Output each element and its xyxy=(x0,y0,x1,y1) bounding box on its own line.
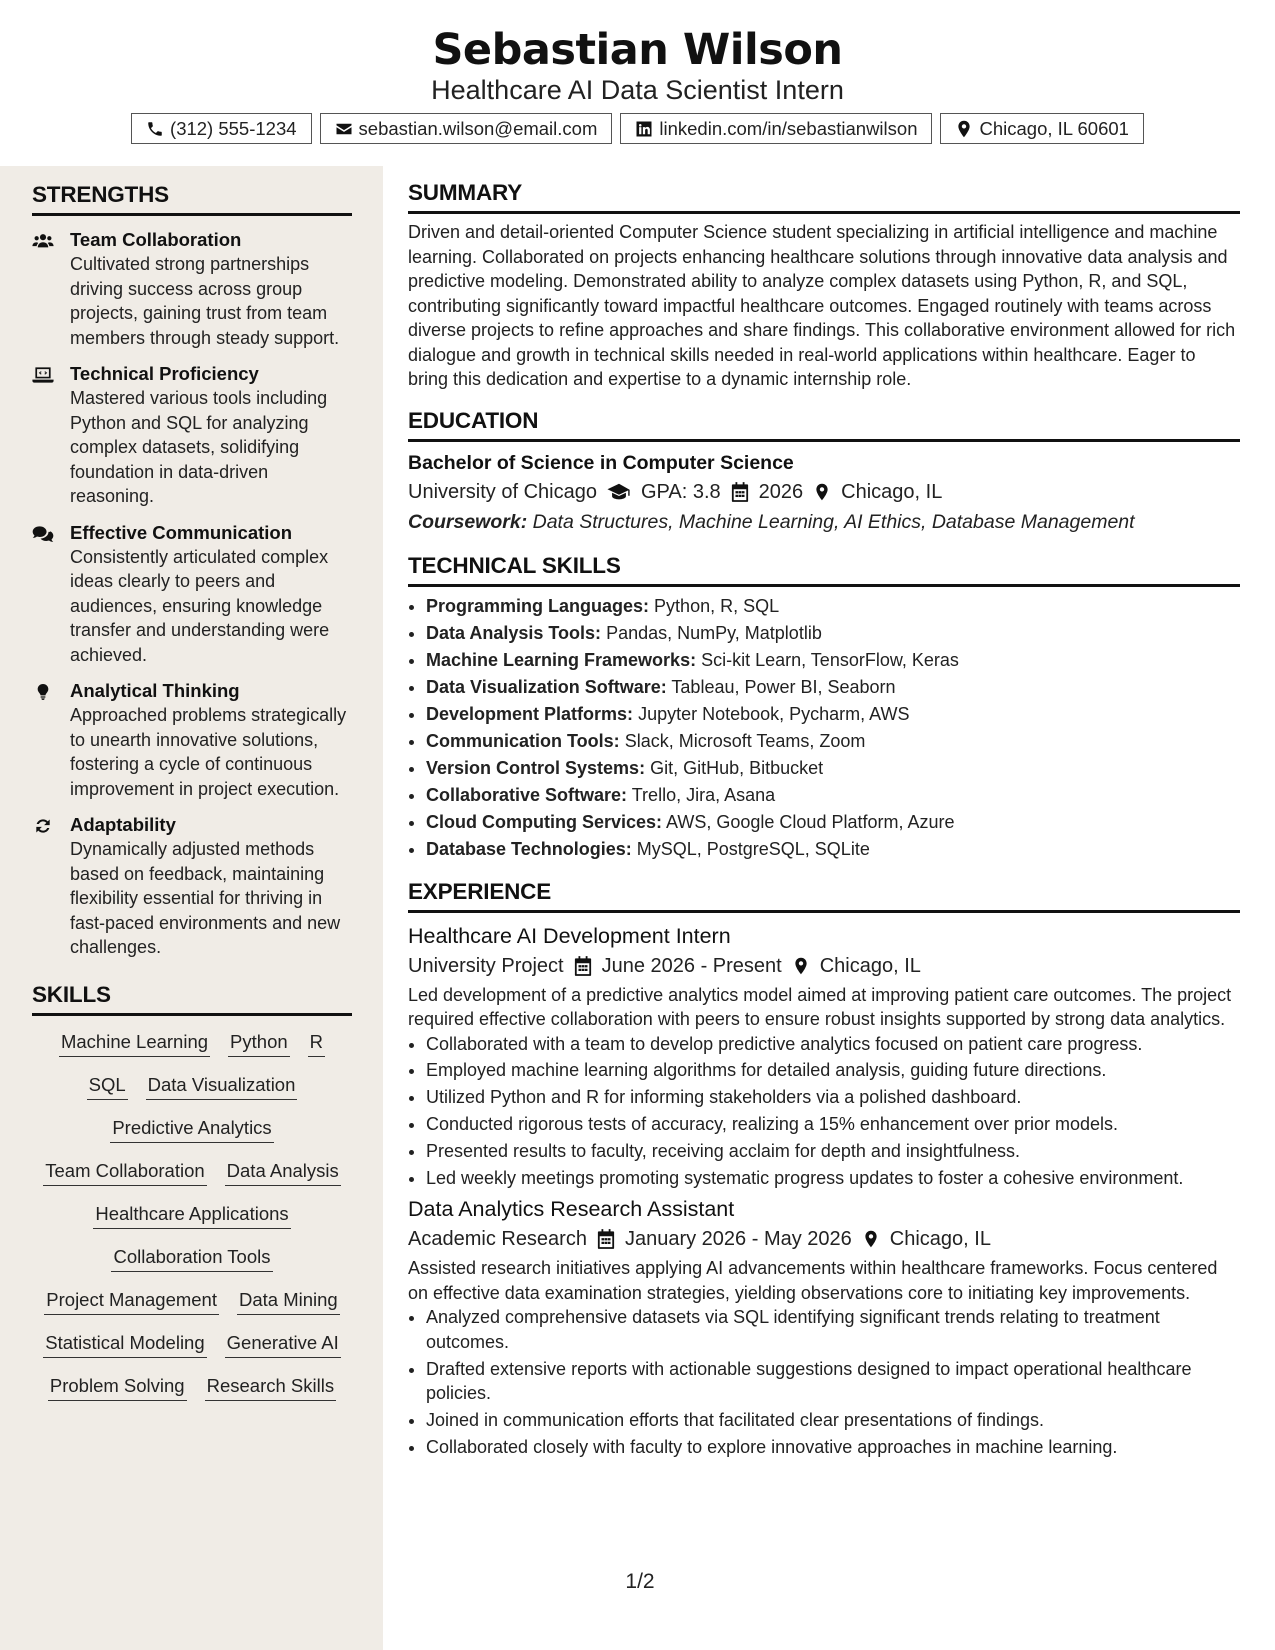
users-icon xyxy=(32,231,54,251)
list-item: • Collaborated closely with faculty to explore innovative approaches in machine learning. xyxy=(426,1435,1240,1460)
strength-item xyxy=(32,228,352,350)
skill-tag: Collaboration Tools xyxy=(111,1245,272,1272)
page-number: 1/2 xyxy=(625,1570,655,1593)
skill-tags xyxy=(32,1030,352,1401)
skills-heading: SKILLS xyxy=(32,980,352,1016)
skill-tag: Problem Solving xyxy=(48,1374,187,1401)
skill-tag: R xyxy=(308,1030,325,1057)
sync-icon xyxy=(32,816,54,836)
strength-desc: Cultivated strong partnerships driving success across group projects, gaining trust from team members through steady support. xyxy=(70,254,340,348)
job-description: Led development of a predictive analytics model aimed at improving patient care outcomes. The project required effective collaboration with peers to ensure robust insights supported by strong data analytics. xyxy=(408,984,1232,1029)
comments-icon xyxy=(32,524,54,544)
phone-icon xyxy=(146,120,164,138)
location-pin-icon xyxy=(792,956,810,976)
school-name: University of Chicago xyxy=(408,480,597,503)
job-location: Chicago, IL xyxy=(889,1228,991,1251)
main-column xyxy=(408,178,1240,1462)
job-org: Academic Research xyxy=(408,1228,587,1251)
strength-title: Team Collaboration xyxy=(70,229,242,250)
summary-heading: SUMMARY xyxy=(408,178,1240,214)
strength-item xyxy=(32,679,352,801)
location-pin-icon xyxy=(813,482,831,502)
education-meta xyxy=(408,477,1240,507)
job-location: Chicago, IL xyxy=(819,954,921,977)
skill-tag: Python xyxy=(228,1030,290,1057)
list-item xyxy=(426,782,1240,809)
coursework-label: Coursework: xyxy=(408,510,528,533)
skill-values: Slack, Microsoft Teams, Zoom xyxy=(624,730,866,751)
list-item xyxy=(426,809,1240,836)
sidebar xyxy=(0,166,383,1650)
job-description: Assisted research initiatives applying AI advancements within healthcare frameworks. Focus centered on effective data examination strategies, yielding observations core to initiating key improvements. xyxy=(408,1258,1218,1303)
skill-category: Machine Learning Frameworks: xyxy=(426,649,697,670)
experience-section xyxy=(408,877,1240,1460)
list-item xyxy=(426,836,1240,863)
list-item xyxy=(426,755,1240,782)
skill-values: Pandas, NumPy, Matplotlib xyxy=(606,622,822,643)
skill-values: Trello, Jira, Asana xyxy=(631,784,776,805)
job-entry xyxy=(408,921,1240,1191)
skill-tag: Machine Learning xyxy=(59,1030,210,1057)
candidate-name: Sebastian Wilson xyxy=(432,25,843,75)
list-item: • Drafted extensive reports with actionable suggestions designed to impact operational healthcare policies. xyxy=(426,1357,1240,1406)
skill-values: Python, R, SQL xyxy=(654,595,780,616)
coursework-list: Data Structures, Machine Learning, AI Ethics, Database Management xyxy=(532,510,1135,533)
skill-values: Jupyter Notebook, Pycharm, AWS xyxy=(638,703,910,724)
contact-phone xyxy=(131,113,312,144)
skill-values: Git, GitHub, Bitbucket xyxy=(650,757,824,778)
list-item: • Presented results to faculty, receiving acclaim for depth and insightfulness. xyxy=(426,1139,1240,1164)
skills-section xyxy=(32,980,352,1401)
school-location: Chicago, IL xyxy=(841,480,943,503)
job-org: University Project xyxy=(408,954,564,977)
contact-linkedin-text: linkedin.com/in/sebastianwilson xyxy=(659,117,918,139)
skill-values: Tableau, Power BI, Seaborn xyxy=(671,676,896,697)
job-meta xyxy=(408,951,1240,981)
skill-category: Version Control Systems: xyxy=(426,757,646,778)
strength-title: Effective Communication xyxy=(70,521,293,543)
sidebar-content xyxy=(32,180,352,1401)
strength-desc: Approached problems strategically to unearth innovative solutions, fostering a cycle of continuous improvement in project execution. xyxy=(70,705,347,799)
list-item xyxy=(426,728,1240,755)
resume-header xyxy=(0,0,1275,166)
skill-tag: Data Analysis xyxy=(225,1159,341,1186)
strength-item xyxy=(32,813,352,960)
skill-category: Cloud Computing Services: xyxy=(426,811,663,832)
strength-desc: Consistently articulated complex ideas clearly to peers and audiences, ensuring knowledge transfer and understanding were achieved. xyxy=(70,546,330,665)
list-item: • Led weekly meetings promoting systematic progress updates to foster a cohesive environment. xyxy=(426,1166,1240,1191)
list-item: • Conducted rigorous tests of accuracy, realizing a 15% enhancement over prior models. xyxy=(426,1112,1240,1137)
list-item: • Analyzed comprehensive datasets via SQL identifying significant trends relating to treatment outcomes. xyxy=(426,1305,1240,1354)
strength-title: Adaptability xyxy=(70,814,176,835)
list-item xyxy=(426,674,1240,701)
degree: Bachelor of Science in Computer Science xyxy=(408,451,794,474)
skill-tag: Project Management xyxy=(44,1288,219,1315)
contact-location xyxy=(940,113,1143,144)
strength-item xyxy=(32,362,352,509)
gpa: GPA: 3.8 xyxy=(640,480,721,503)
candidate-title: Healthcare AI Data Scientist Intern xyxy=(431,75,844,105)
location-pin-icon xyxy=(955,120,973,138)
list-item xyxy=(426,593,1240,620)
skill-category: Data Analysis Tools: xyxy=(426,622,602,643)
list-item: • Collaborated with a team to develop predictive analytics focused on patient care progress. xyxy=(426,1032,1240,1057)
skill-tag: Data Visualization xyxy=(146,1073,298,1100)
job-bullets xyxy=(408,1032,1240,1191)
skill-tag: Predictive Analytics xyxy=(110,1116,273,1143)
job-entry xyxy=(408,1194,1240,1459)
list-item: • Joined in communication efforts that facilitated clear presentations of findings. xyxy=(426,1408,1240,1433)
skill-category: Development Platforms: xyxy=(426,703,634,724)
education-heading: EDUCATION xyxy=(408,406,1240,442)
summary-section xyxy=(408,178,1240,392)
experience-heading: EXPERIENCE xyxy=(408,877,1240,913)
skill-category: Collaborative Software: xyxy=(426,784,628,805)
technical-skills-list xyxy=(408,593,1240,863)
contact-email-text: sebastian.wilson@email.com xyxy=(358,117,598,139)
strength-title: Technical Proficiency xyxy=(70,363,259,384)
strength-title: Analytical Thinking xyxy=(70,680,240,701)
skill-values: AWS, Google Cloud Platform, Azure xyxy=(666,811,955,832)
contact-location-text: Chicago, IL 60601 xyxy=(979,117,1129,139)
calendar-icon xyxy=(597,1229,615,1249)
list-item xyxy=(426,647,1240,674)
job-title: Data Analytics Research Assistant xyxy=(408,1197,735,1222)
job-dates: June 2026 - Present xyxy=(601,954,782,977)
skill-tag: Healthcare Applications xyxy=(93,1202,290,1229)
skill-tag: Team Collaboration xyxy=(43,1159,206,1186)
skill-tag: Data Mining xyxy=(237,1288,340,1315)
skill-tag: SQL xyxy=(87,1073,128,1100)
coursework xyxy=(408,507,1240,537)
skill-tag: Generative AI xyxy=(225,1331,341,1358)
skill-tag: Research Skills xyxy=(205,1374,337,1401)
strengths-heading: STRENGTHS xyxy=(32,180,352,216)
technical-skills-section xyxy=(408,551,1240,863)
skill-values: MySQL, PostgreSQL, SQLite xyxy=(636,838,870,859)
strength-desc: Dynamically adjusted methods based on feedback, maintaining flexibility essential for thriving in fast-paced environments and new challenges. xyxy=(70,839,341,957)
laptop-code-icon xyxy=(32,365,54,385)
skill-category: Communication Tools: xyxy=(426,730,620,751)
job-bullets xyxy=(408,1305,1240,1459)
list-item xyxy=(426,620,1240,647)
skill-category: Programming Languages: xyxy=(426,595,650,616)
strength-desc: Mastered various tools including Python and SQL for analyzing complex datasets, solidifying foundation in data-driven reasoning. xyxy=(70,388,328,506)
list-item: • Employed machine learning algorithms for detailed analysis, guiding future directions. xyxy=(426,1058,1240,1083)
list-item: • Utilized Python and R for informing stakeholders via a polished dashboard. xyxy=(426,1085,1240,1110)
linkedin-icon xyxy=(635,120,653,138)
skill-category: Database Technologies: xyxy=(426,838,632,859)
contact-phone-text: (312) 555-1234 xyxy=(170,117,297,139)
contact-linkedin xyxy=(620,113,932,144)
skill-values: Sci-kit Learn, TensorFlow, Keras xyxy=(701,649,959,670)
graduation-cap-icon xyxy=(607,482,631,502)
job-meta xyxy=(408,1224,1240,1254)
calendar-icon xyxy=(574,956,592,976)
location-pin-icon xyxy=(862,1229,880,1249)
calendar-icon xyxy=(731,482,749,502)
list-item xyxy=(426,701,1240,728)
strength-item xyxy=(32,521,352,668)
skill-category: Data Visualization Software: xyxy=(426,676,667,697)
job-title: Healthcare AI Development Intern xyxy=(408,923,731,948)
contact-row xyxy=(0,113,1275,144)
envelope-icon xyxy=(335,120,353,138)
contact-email xyxy=(320,113,613,144)
skill-tag: Statistical Modeling xyxy=(43,1331,206,1358)
job-dates: January 2026 - May 2026 xyxy=(624,1228,852,1251)
graduation-year: 2026 xyxy=(758,480,804,503)
lightbulb-icon xyxy=(32,682,54,702)
education-section xyxy=(408,406,1240,537)
technical-skills-heading: TECHNICAL SKILLS xyxy=(408,551,1240,587)
summary-text: Driven and detail-oriented Computer Science student specializing in artificial intelligence and machine learning. Collaborated on projects enhancing healthcare solutions through innovative data analysis and predictive modeling. Demonstrated ability to analyze complex datasets using Python, R, and SQL, contributing significantly toward impactful healthcare outcomes. Engaged routinely with teams across diverse projects to refine approaches and share findings. This collaborative environment allowed for rich dialogue and growth in technical skills needed in real-world applications within healthcare. Eager to bring this dedication and expertise to a dynamic internship role. xyxy=(408,222,1236,389)
